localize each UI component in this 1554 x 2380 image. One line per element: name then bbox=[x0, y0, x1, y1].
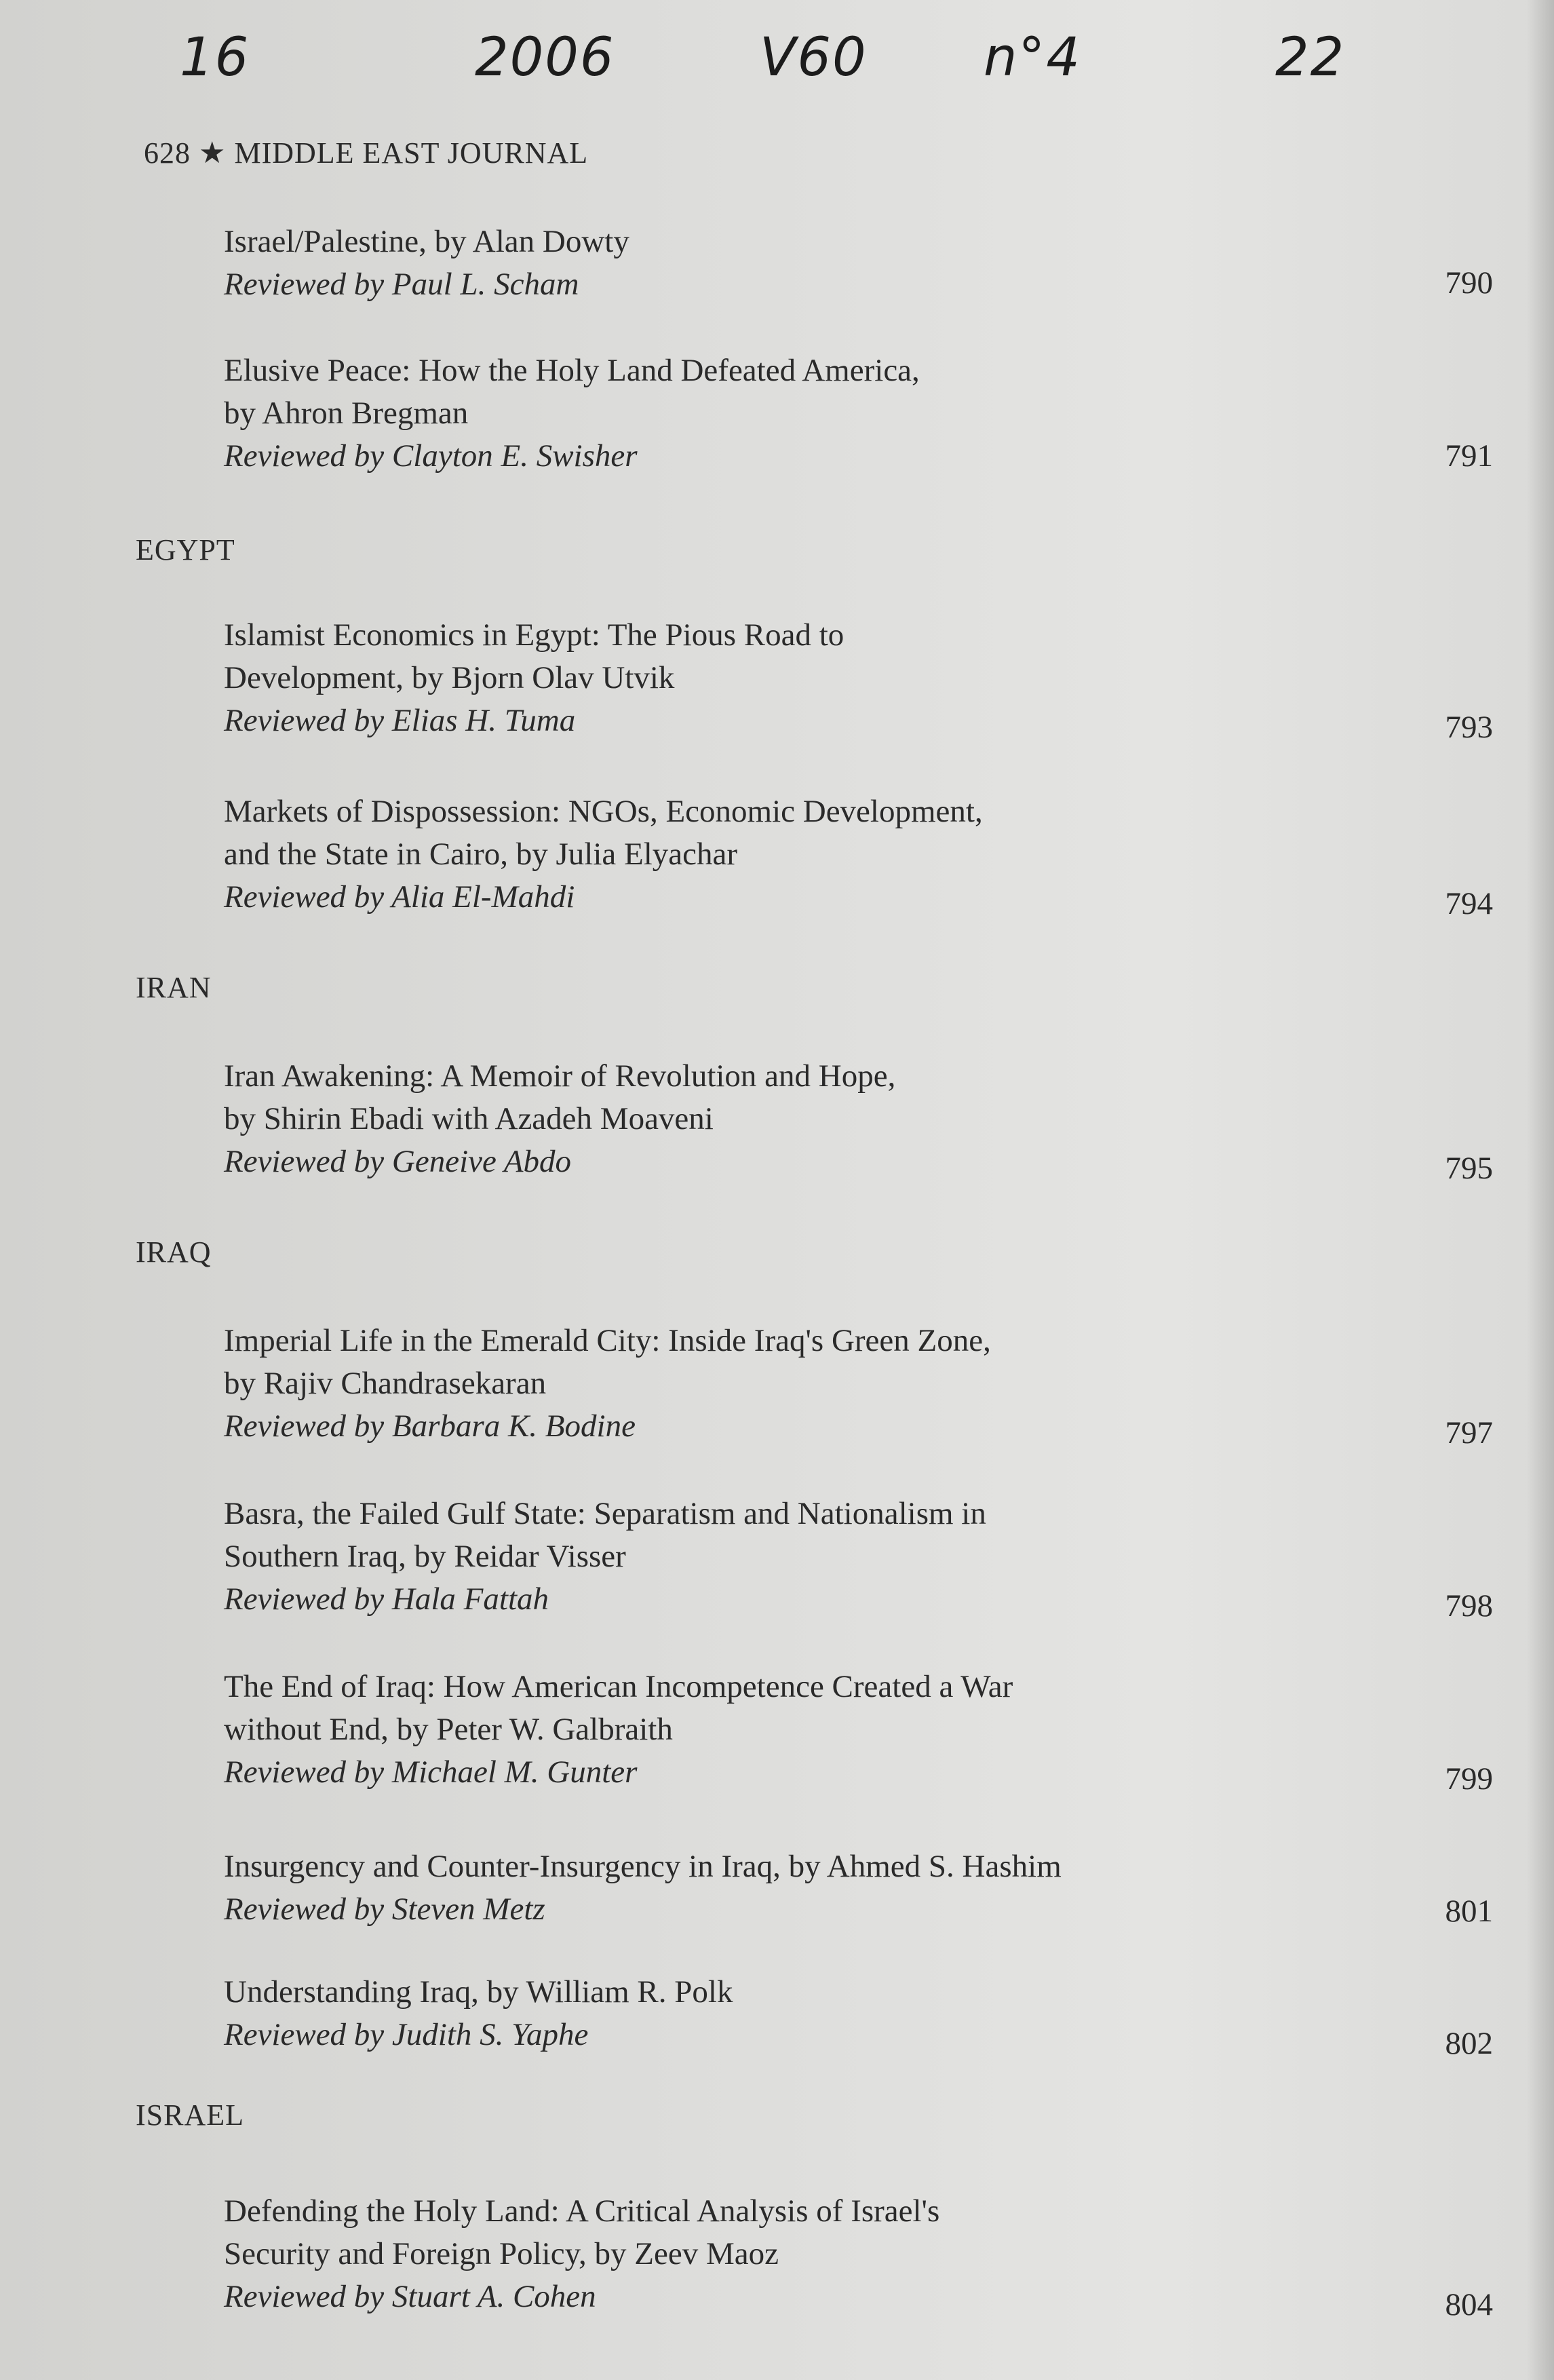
reviewer-line: Reviewed by Alia El-Mahdi bbox=[224, 879, 575, 915]
review-entry bbox=[224, 349, 1241, 478]
handwritten-note: 22 bbox=[1275, 27, 1346, 88]
book-title-line: by Rajiv Chandrasekaran bbox=[224, 1366, 547, 1401]
page-number: 804 bbox=[1445, 2287, 1493, 2322]
review-entry bbox=[224, 2190, 1241, 2318]
review-entry bbox=[224, 1055, 1241, 1183]
reviewer-line: Reviewed by Michael M. Gunter bbox=[224, 1754, 638, 1790]
handwritten-note: 2006 bbox=[475, 27, 615, 88]
page-number: 801 bbox=[1445, 1894, 1493, 1929]
review-entry bbox=[224, 1845, 1241, 1931]
book-title-line: Israel/Palestine, by Alan Dowty bbox=[224, 224, 629, 259]
page-number: 790 bbox=[1445, 265, 1493, 301]
running-head: 628 ★ MIDDLE EAST JOURNAL bbox=[144, 136, 589, 170]
review-entry bbox=[224, 1320, 1241, 1448]
book-title-line: Iran Awakening: A Memoir of Revolution and Hope, bbox=[224, 1058, 896, 1094]
handwritten-note: n°4 bbox=[984, 27, 1082, 88]
page-number: 798 bbox=[1445, 1588, 1493, 1624]
book-title-line: Insurgency and Counter-Insurgency in Iraq, by Ahmed S. Hashim bbox=[224, 1849, 1062, 1884]
section-heading-iraq: IRAQ bbox=[136, 1235, 212, 1269]
page-number: 794 bbox=[1445, 886, 1493, 921]
reviewer-line: Reviewed by Stuart A. Cohen bbox=[224, 2279, 596, 2314]
page-number: 795 bbox=[1445, 1151, 1493, 1186]
review-entry bbox=[224, 614, 1241, 742]
book-title-line: by Ahron Bregman bbox=[224, 396, 469, 431]
reviewer-line: Reviewed by Geneive Abdo bbox=[224, 1144, 571, 1179]
page-number: 793 bbox=[1445, 710, 1493, 745]
book-title-line: by Shirin Ebadi with Azadeh Moaveni bbox=[224, 1101, 714, 1136]
reviewer-line: Reviewed by Barbara K. Bodine bbox=[224, 1408, 636, 1444]
page-number: 799 bbox=[1445, 1761, 1493, 1797]
book-title-line: Markets of Dispossession: NGOs, Economic Development, bbox=[224, 794, 983, 829]
review-entry bbox=[224, 1971, 1241, 2056]
page-edge-shadow bbox=[1527, 0, 1554, 2380]
section-heading-egypt: EGYPT bbox=[136, 533, 235, 567]
book-title-line: The End of Iraq: How American Incompetence Created a War bbox=[224, 1669, 1013, 1704]
book-title-line: without End, by Peter W. Galbraith bbox=[224, 1712, 673, 1747]
handwritten-note: V60 bbox=[760, 27, 868, 88]
book-title-line: Security and Foreign Policy, by Zeev Maoz bbox=[224, 2236, 779, 2271]
book-title-line: Imperial Life in the Emerald City: Inside Iraq's Green Zone, bbox=[224, 1323, 991, 1358]
reviewer-line: Reviewed by Paul L. Scham bbox=[224, 267, 579, 302]
book-title-line: Defending the Holy Land: A Critical Analysis of Israel's bbox=[224, 2193, 940, 2229]
page-number: 797 bbox=[1445, 1415, 1493, 1451]
page-number: 802 bbox=[1445, 2026, 1493, 2061]
book-title-line: Elusive Peace: How the Holy Land Defeated America, bbox=[224, 353, 920, 388]
reviewer-line: Reviewed by Judith S. Yaphe bbox=[224, 2017, 589, 2052]
reviewer-line: Reviewed by Clayton E. Swisher bbox=[224, 438, 638, 474]
reviewer-line: Reviewed by Hala Fattah bbox=[224, 1581, 549, 1617]
review-entry bbox=[224, 1666, 1241, 1794]
book-title-line: Southern Iraq, by Reidar Visser bbox=[224, 1539, 626, 1574]
book-title-line: Basra, the Failed Gulf State: Separatism and Nationalism in bbox=[224, 1496, 986, 1531]
book-title-line: Development, by Bjorn Olav Utvik bbox=[224, 660, 675, 695]
review-entry bbox=[224, 790, 1241, 919]
section-heading-israel: ISRAEL bbox=[136, 2098, 244, 2132]
book-title-line: Islamist Economics in Egypt: The Pious Road to bbox=[224, 617, 844, 653]
review-entry bbox=[224, 1493, 1241, 1621]
book-title-line: Understanding Iraq, by William R. Polk bbox=[224, 1974, 733, 2010]
page-number: 791 bbox=[1445, 438, 1493, 474]
reviewer-line: Reviewed by Steven Metz bbox=[224, 1892, 545, 1927]
review-entry bbox=[224, 220, 1241, 306]
section-heading-iran: IRAN bbox=[136, 971, 212, 1004]
handwritten-note: 16 bbox=[180, 27, 250, 88]
reviewer-line: Reviewed by Elias H. Tuma bbox=[224, 703, 576, 738]
book-title-line: and the State in Cairo, by Julia Elyachar bbox=[224, 837, 738, 872]
